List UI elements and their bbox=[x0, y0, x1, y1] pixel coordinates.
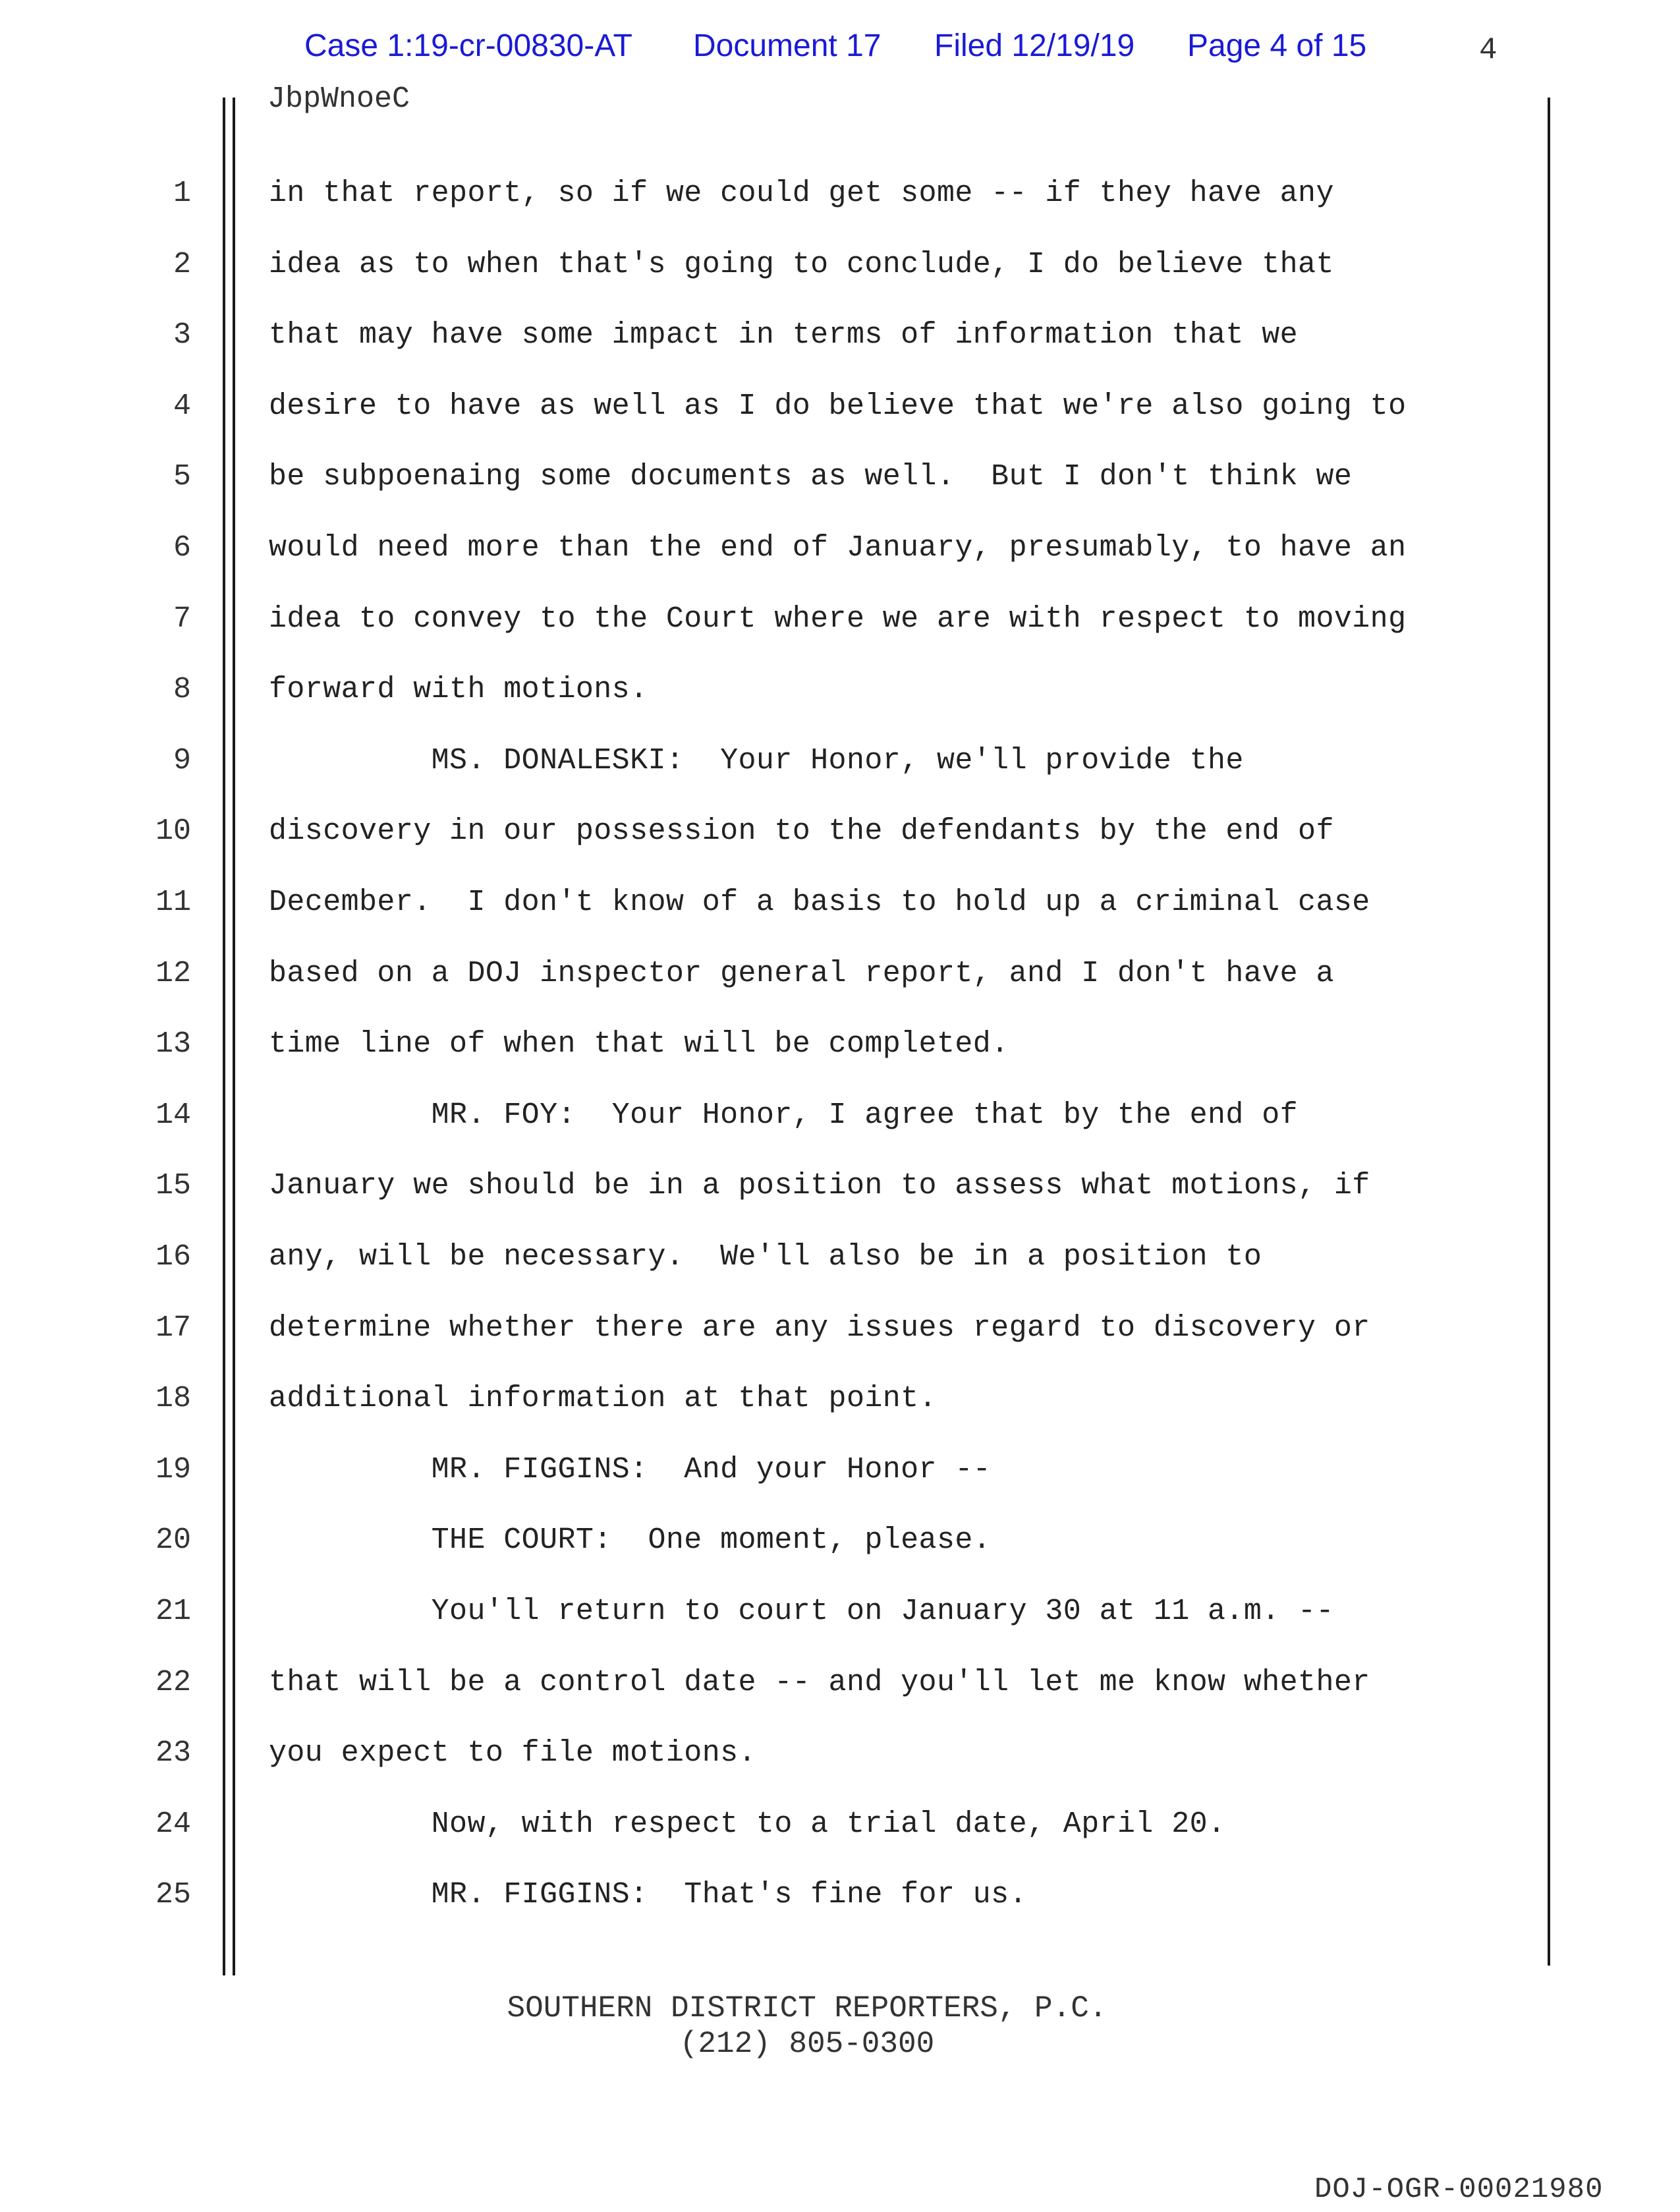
right-margin-rule bbox=[1548, 98, 1550, 1966]
page-of-total: Page 4 of 15 bbox=[1187, 28, 1367, 63]
transcript-line: MS. DONALESKI: Your Honor, we'll provide the bbox=[269, 744, 1244, 778]
line-number: 24 bbox=[155, 1807, 191, 1841]
line-number: 4 bbox=[173, 389, 191, 423]
reporter-name: SOUTHERN DISTRICT REPORTERS, P.C. bbox=[507, 1991, 1107, 2026]
line-number: 1 bbox=[173, 177, 191, 210]
transcript-line: in that report, so if we could get some -- if they have any bbox=[269, 177, 1334, 210]
transcript-line: be subpoenaing some documents as well. But I don't think we bbox=[269, 460, 1353, 494]
left-margin-rule bbox=[223, 98, 225, 1975]
transcript-line: Now, with respect to a trial date, April 20. bbox=[269, 1807, 1226, 1841]
transcript-line: that may have some impact in terms of information that we bbox=[269, 318, 1299, 352]
line-number: 15 bbox=[155, 1169, 191, 1203]
line-number: 3 bbox=[173, 318, 191, 352]
line-number: 18 bbox=[155, 1382, 191, 1415]
line-number: 12 bbox=[155, 957, 191, 990]
line-number: 19 bbox=[155, 1453, 191, 1487]
line-number: 10 bbox=[155, 814, 191, 848]
transcript-line: desire to have as well as I do believe that we're also going to bbox=[269, 389, 1407, 423]
line-number: 8 bbox=[173, 673, 191, 706]
transcript-line: You'll return to court on January 30 at 11 a.m. -- bbox=[269, 1595, 1334, 1628]
line-number: 6 bbox=[173, 531, 191, 565]
line-number: 2 bbox=[173, 248, 191, 281]
transcript-line: would need more than the end of January, presumably, to have an bbox=[269, 531, 1407, 565]
line-number: 25 bbox=[155, 1878, 191, 1912]
line-number: 23 bbox=[155, 1736, 191, 1770]
transcript-line: that will be a control date -- and you'll let me know whether bbox=[269, 1666, 1370, 1699]
line-number: 13 bbox=[155, 1027, 191, 1061]
reporter-phone: (212) 805-0300 bbox=[679, 2027, 935, 2061]
transcript-line: additional information at that point. bbox=[269, 1382, 937, 1415]
transcript-line: MR. FOY: Your Honor, I agree that by the end of bbox=[269, 1098, 1299, 1132]
filed-date: Filed 12/19/19 bbox=[934, 28, 1135, 63]
line-number: 7 bbox=[173, 602, 191, 636]
transcript-line: MR. FIGGINS: That's fine for us. bbox=[269, 1878, 1027, 1912]
transcript-line: forward with motions. bbox=[269, 673, 648, 706]
page-number: 4 bbox=[1479, 33, 1498, 67]
case-number: Case 1:19-cr-00830-AT bbox=[304, 28, 632, 63]
transcript-line: idea as to when that's going to conclude, I do believe that bbox=[269, 248, 1334, 281]
line-number: 14 bbox=[155, 1098, 191, 1132]
left-margin-rule-inner bbox=[233, 98, 235, 1975]
transcript-line: based on a DOJ inspector general report, and I don't have a bbox=[269, 957, 1334, 990]
transcript-line: determine whether there are any issues regard to discovery or bbox=[269, 1311, 1370, 1345]
line-number: 9 bbox=[173, 744, 191, 778]
line-number: 11 bbox=[155, 886, 191, 919]
transcript-line: January we should be in a position to assess what motions, if bbox=[269, 1169, 1370, 1203]
line-number: 17 bbox=[155, 1311, 191, 1345]
bates-number: DOJ-OGR-00021980 bbox=[1314, 2173, 1604, 2206]
transcript-line: December. I don't know of a basis to hold up a criminal case bbox=[269, 886, 1370, 919]
line-number: 22 bbox=[155, 1666, 191, 1699]
transcript-line: idea to convey to the Court where we are with respect to moving bbox=[269, 602, 1407, 636]
document-code: JbpWnoeC bbox=[267, 82, 410, 116]
transcript-line: any, will be necessary. We'll also be in a position to bbox=[269, 1240, 1262, 1274]
line-number: 16 bbox=[155, 1240, 191, 1274]
transcript-line: time line of when that will be completed. bbox=[269, 1027, 1009, 1061]
line-number: 21 bbox=[155, 1595, 191, 1628]
document-number: Document 17 bbox=[693, 28, 882, 63]
transcript-line: you expect to file motions. bbox=[269, 1736, 756, 1770]
line-number: 5 bbox=[173, 460, 191, 494]
transcript-line: discovery in our possession to the defendants by the end of bbox=[269, 814, 1334, 848]
transcript-line: MR. FIGGINS: And your Honor -- bbox=[269, 1453, 992, 1487]
line-number: 20 bbox=[155, 1523, 191, 1557]
transcript-line: THE COURT: One moment, please. bbox=[269, 1523, 992, 1557]
